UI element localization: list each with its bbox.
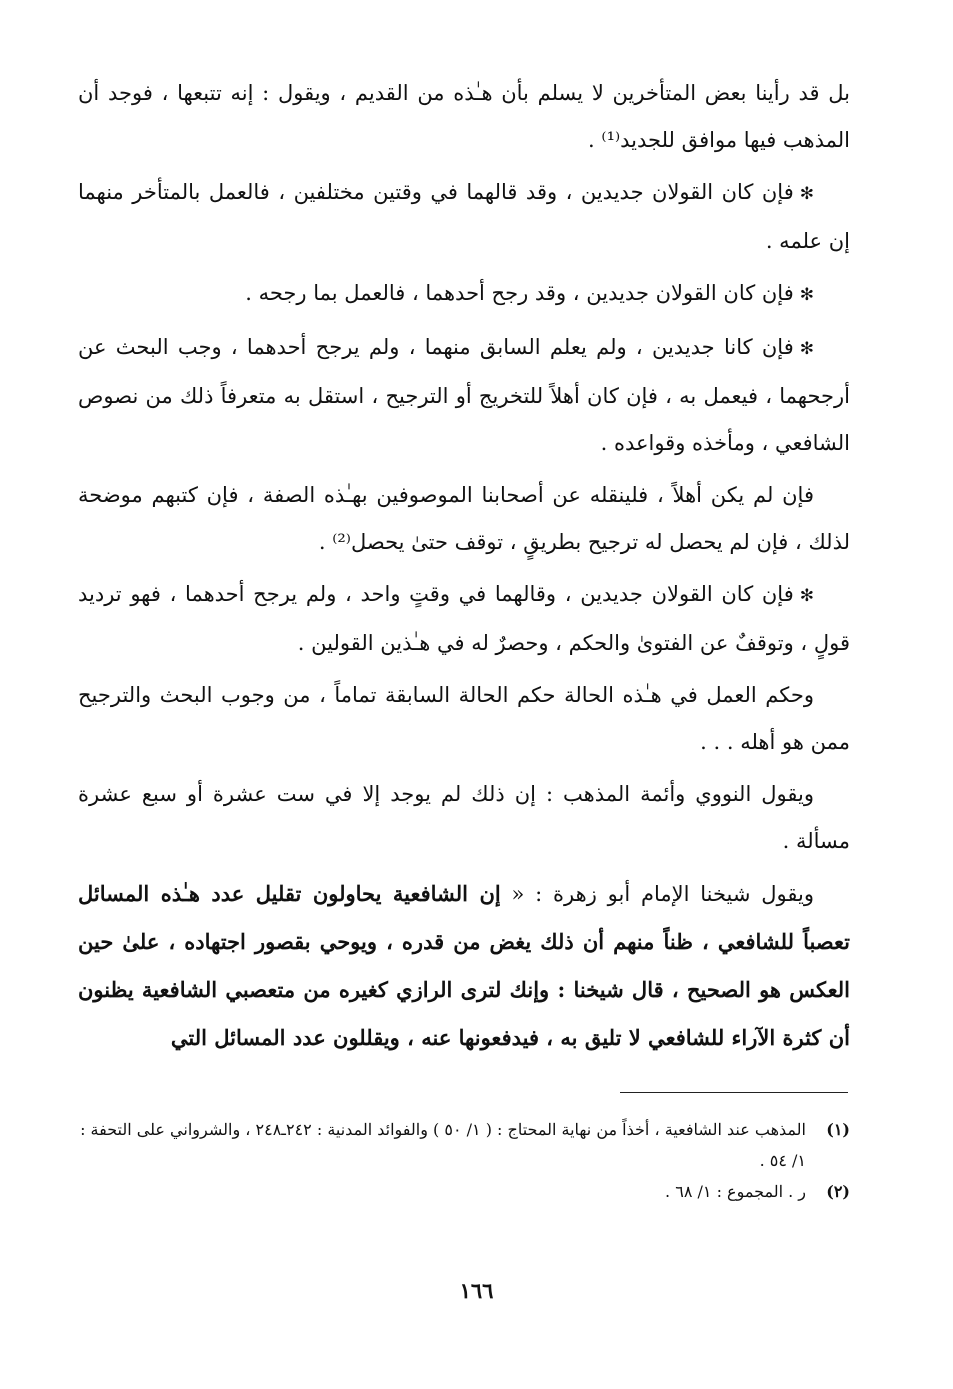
footnote-text: المذهب عند الشافعية ، أخذاً من نهاية المحتاج : ( ١/ ٥٠ ) والفوائد المدنية : ٢٤٢ـ٢٤٨ ، والشرواني على التحفة : ١/ ٥٤ . [80, 1120, 806, 1170]
asterisk-marker-icon: ✻ [799, 285, 814, 305]
asterisk-marker-icon: ✻ [799, 339, 814, 359]
paragraph-4-text: فإن كانا جديدين ، ولم يعلم السابق منهما ، ولم يرجح أحدهما ، وجب البحث عن أرجحهما ، فيعمل به ، فإن كان أهلاً للتخريج أو الترجيح ، استقل به متعرفاً ذلك من نصوص الشافعي ، ومأخذه وقواعده . [78, 335, 850, 455]
paragraph-8 [78, 771, 850, 865]
footnotes [78, 1114, 850, 1207]
paragraph-6 [78, 571, 850, 667]
main-text [78, 70, 850, 1067]
paragraph-1 [78, 70, 850, 164]
footnote-divider [620, 1092, 848, 1093]
footnote-number: (٢) [826, 1182, 850, 1201]
footnote-2 [78, 1176, 850, 1207]
page-number: ١٦٦ [459, 1278, 494, 1303]
asterisk-marker-icon: ✻ [799, 586, 814, 606]
paragraph-1-text: بل قد رأينا بعض المتأخرين لا يسلم بأن هـٰذه من القديم ، ويقول : إنه تتبعها ، فوجد أن المذهب فيها موافق للجديد⁽¹⁾ . [78, 81, 850, 152]
footnote-1 [78, 1114, 850, 1176]
paragraph-6-text: فإن كان القولان جديدين ، وقالهما في وقتٍ واحد ، ولم يرجح أحدهما ، فهو ترديد قولٍ ، وتوقفٌ عن الفتوىٰ والحكم ، وحصرٌ له في هـٰذين القولين . [78, 582, 850, 655]
footnote-text: ر . المجموع : ١/ ٦٨ . [665, 1182, 806, 1201]
paragraph-4 [78, 324, 850, 467]
paragraph-5 [78, 472, 850, 566]
paragraph-9 [78, 870, 850, 1062]
paragraph-2 [78, 169, 850, 265]
paragraph-2-text: فإن كان القولان جديدين ، وقد قالهما في وقتين مختلفين ، فالعمل بالمتأخر منهما إن علمه . [78, 180, 850, 253]
paragraph-3 [78, 270, 850, 319]
footnote-number: (١) [826, 1120, 850, 1139]
paragraph-9-intro: ويقول شيخنا الإمام أبو زهرة : « [500, 882, 815, 906]
paragraph-7-text: وحكم العمل في هـٰذه الحالة حكم الحالة السابقة تماماً ، من وجوب البحث والترجيح ممن هو أهله . . . [78, 683, 850, 754]
paragraph-3-text: فإن كان القولان جديدين ، وقد رجح أحدهما ، فالعمل بما رجحه . [245, 281, 794, 305]
paragraph-8-text: ويقول النووي وأئمة المذهب : إن ذلك لم يوجد إلا في ست عشرة أو سبع عشرة مسألة . [78, 782, 850, 853]
paragraph-9-quote: إن الشافعية يحاولون تقليل عدد هـٰذه المسائل تعصباً للشافعي ، ظناً منهم أن ذلك يغض من قدره ، ويوحي بقصور اجتهاده ، علىٰ حين العكس هو الصحيح ، قال شيخنا : وإنك لترى الرازي كغيره من متعصبي الشافعية يظنون أن كثرة الآراء للشافعي لا تليق به ، فيدفعونها عنه ، ويقللون عدد المسائل التي [78, 881, 850, 1050]
asterisk-marker-icon: ✻ [799, 184, 814, 204]
paragraph-5-text: فإن لم يكن أهلاً ، فلينقله عن أصحابنا الموصوفين بهـٰذه الصفة ، فإن كتبهم موضحة لذلك ، فإن لم يحصل له ترجيح بطريقٍ ، توقف حتىٰ يحصل⁽²⁾ . [78, 483, 850, 554]
paragraph-7 [78, 672, 850, 766]
